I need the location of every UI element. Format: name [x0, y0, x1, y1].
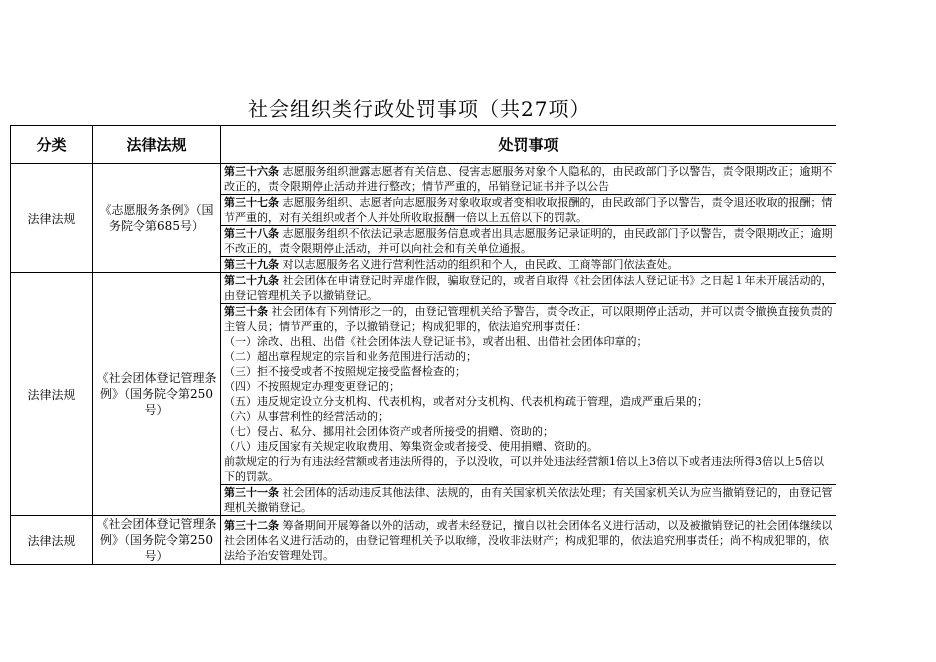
article-text: 志愿服务组织、志愿者向志愿服务对象收取或者变相收取报酬的，由民政部门予以警告，责令退还收取的报酬；情节严重的，对有关组织或者个人并处所收取报酬一倍以上五倍以下的罚款。 — [224, 196, 833, 224]
article-text: 社会团体的活动违反其他法律、法规的，由有关国家机关依法处理；有关国家机关认为应当撤销登记的，由登记管理机关撤销登记。 — [224, 486, 833, 514]
category-cell: 法律法规 — [11, 164, 93, 273]
penalty-item — [221, 257, 837, 273]
header-row — [11, 126, 837, 164]
article-number: 第二十九条 — [224, 274, 279, 287]
article-text: 社会团体在申请登记时弄虚作假，骗取登记的，或者自取得《社会团体法人登记证书》之日起１年未开展活动的，由登记管理机关予以撤销登记。 — [224, 274, 833, 302]
article-number: 第三十二条 — [224, 518, 279, 532]
clause-line: （五）违反规定设立分支机构、代表机构，或者对分支机构、代表机构疏于管理，造成严重后果的； — [224, 395, 708, 408]
law-cell: 《社会团体登记管理条例》（国务院令第250号） — [93, 516, 221, 565]
law-cell: 《社会团体登记管理条例》（国务院令第250号） — [93, 273, 221, 516]
article-text: 对以志愿服务名义进行营利性活动的组织和个人，由民政、工商等部门依法查处。 — [279, 258, 679, 271]
category-cell: 法律法规 — [11, 516, 93, 565]
article-text: 社会团体有下列情形之一的，由登记管理机关给予警告，责令改正，可以限期停止活动，并可以责令撤换直接负责的主管人员；情节严重的，予以撤销登记；构成犯罪的，依法追究刑事责任： — [224, 305, 833, 333]
clause-line: 前款规定的行为有违法经营额或者违法所得的，予以没收，可以并处违法经营额1倍以上3倍以下或者违法所得3倍以上5倍以下的罚款。 — [224, 455, 824, 483]
penalty-item — [221, 195, 837, 226]
penalty-item — [221, 273, 837, 304]
header-category: 分类 — [11, 126, 93, 164]
clause-line: （四）不按照规定办理变更登记的； — [224, 380, 400, 393]
category-cell: 法律法规 — [11, 273, 93, 516]
penalty-item — [221, 226, 837, 257]
article-number: 第三十条 — [224, 305, 268, 318]
penalty-item — [221, 304, 837, 485]
article-number: 第三十八条 — [224, 227, 279, 240]
table-row — [11, 164, 837, 195]
article-number: 第三十七条 — [224, 196, 279, 209]
clause-line: （三）拒不接受或者不按照规定接受监督检查的； — [224, 365, 466, 378]
penalty-table — [10, 125, 836, 580]
article-number: 第三十一条 — [224, 486, 279, 499]
article-text: 志愿服务组织泄露志愿者有关信息、侵害志愿服务对象个人隐私的，由民政部门予以警告，责令限期改正；逾期不改正的，责令限期停止活动并进行整改；情节严重的，吊销登记证书并予以公告 — [224, 165, 833, 193]
clause-line: （八）违反国家有关规定收取费用、筹集资金或者接受、使用捐赠、资助的。 — [224, 440, 598, 453]
clause-line: （七）侵占、私分、挪用社会团体资产或者所接受的捐赠、资助的； — [224, 425, 554, 438]
clause-line: （六）从事营利性的经营活动的； — [224, 410, 389, 423]
header-law: 法律法规 — [93, 126, 221, 164]
page-title: 社会组织类行政处罚事项（共27项） — [248, 97, 591, 121]
clause-line: （一）涂改、出租、出借《社会团体法人登记证书》，或者出租、出借社会团体印章的； — [224, 335, 648, 348]
article-text: 志愿服务组织不依法记录志愿服务信息或者出具志愿服务记录证明的，由民政部门予以警告，责令限期改正；逾期不改正的，责令限期停止活动，并可以向社会和有关单位通报。 — [224, 227, 833, 255]
penalty-item — [221, 485, 837, 516]
article-number: 第三十九条 — [224, 258, 279, 271]
penalty-item — [221, 516, 837, 565]
table-row — [11, 516, 837, 565]
penalty-item — [221, 164, 837, 195]
table-row — [11, 273, 837, 304]
header-penalty: 处罚事项 — [221, 126, 837, 164]
clause-line: （二）超出章程规定的宗旨和业务范围进行活动的； — [224, 350, 477, 363]
law-cell: 《志愿服务条例》（国务院令第685号） — [93, 164, 221, 273]
article-number: 第三十六条 — [224, 165, 279, 178]
article-text: 筹备期间开展筹备以外的活动，或者未经登记，擅自以社会团体名义进行活动，以及被撤销登记的社会团体继续以社会团体名义进行活动的，由登记管理机关予以取缔，没收非法财产；构成犯罪的，依法追究刑事责任；尚不构成犯罪的，依法给予治安管理处罚。 — [224, 518, 833, 562]
